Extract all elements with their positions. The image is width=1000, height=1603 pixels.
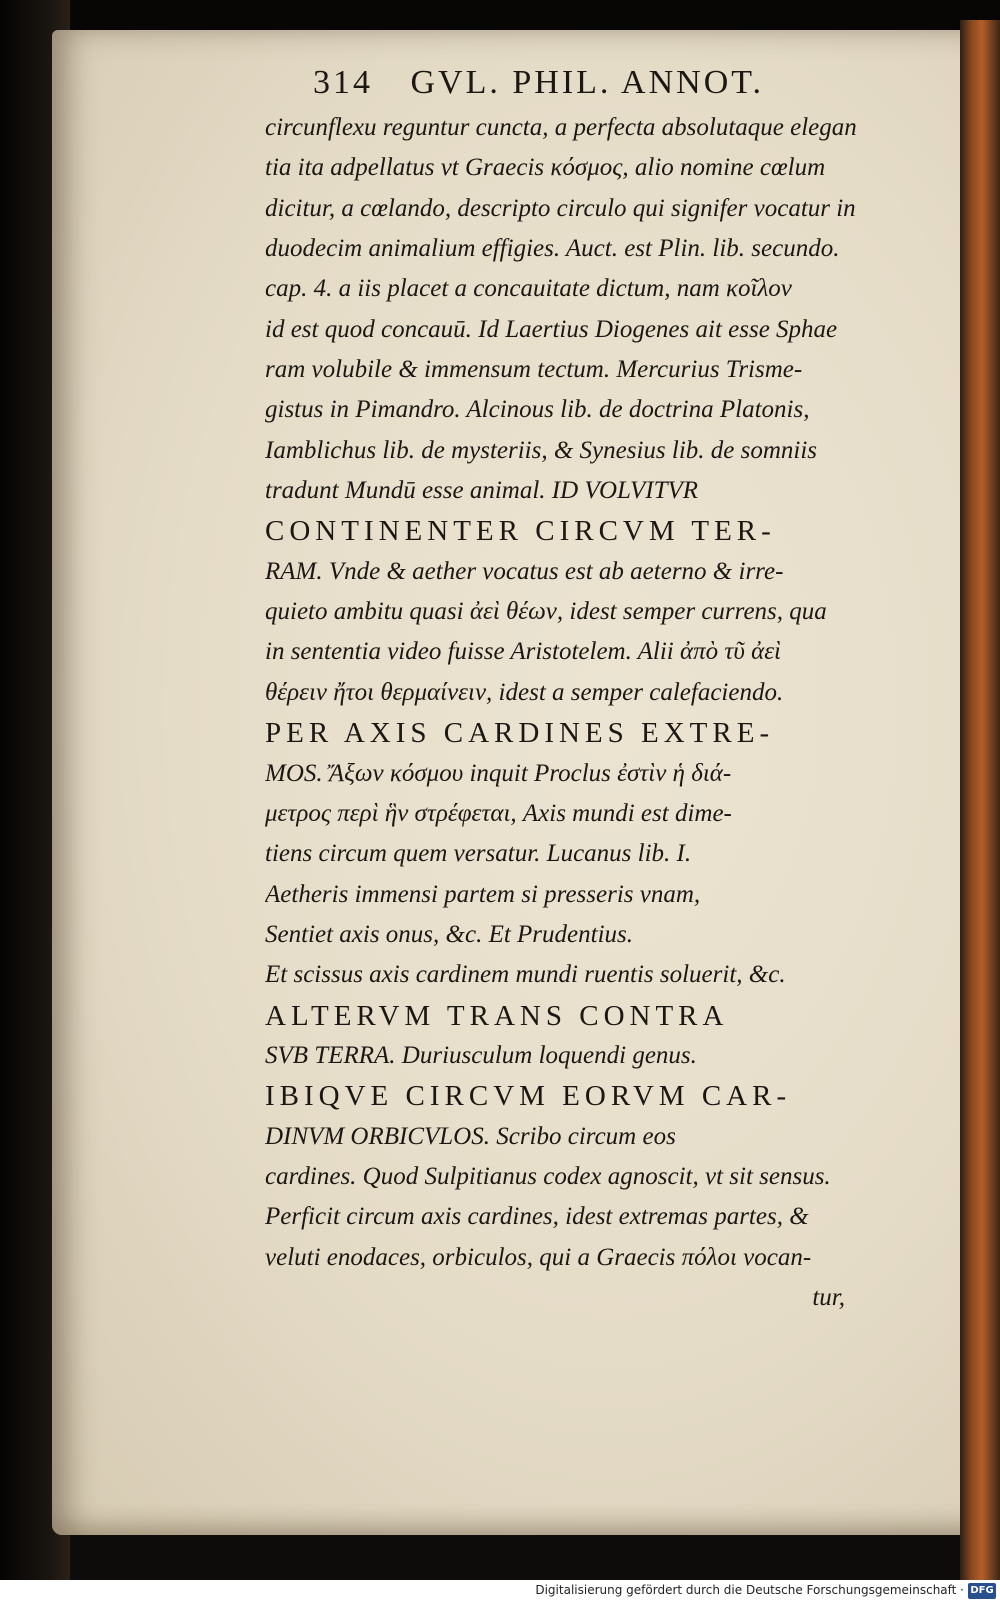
lemma-line: CONTINENTER CIRCVM TER- (265, 515, 776, 548)
text-line: MOS. Ἄξων κόσμου inquit Proclus ἐστὶν ἡ διά- (265, 759, 732, 787)
running-head (313, 58, 945, 108)
page-number: 314 (313, 64, 373, 101)
text-line: μετρος περὶ ἣν στρέφεται, Axis mundi est dime- (265, 799, 732, 827)
book-edge-strip (960, 20, 1000, 1580)
dfg-logo: DFG (968, 1583, 996, 1599)
text-line: id est quod concauū. Id Laertius Diogenes ait esse Sphae (265, 315, 838, 343)
scan-top-shadow (0, 0, 1000, 30)
text-line: tradunt Mundū esse animal. ID VOLVITVR (265, 477, 699, 505)
text-line: duodecim animalium effigies. Auct. est Plin. lib. secundo. (265, 235, 840, 263)
text-line: Perficit circum axis cardines, idest extremas partes, & (265, 1203, 809, 1231)
text-line: tiens circum quem versatur. Lucanus lib. I. (265, 840, 692, 868)
footer-credit: Digitalisierung gefördert durch die Deutsche Forschungsgemeinschaft · (535, 1583, 964, 1597)
running-head-title: GVL. PHIL. ANNOT. (410, 64, 765, 101)
text-line: DINVM ORBICVLOS. Scribo circum eos (265, 1122, 676, 1150)
text-line: cardines. Quod Sulpitianus codex agnoscit, vt sit sensus. (265, 1162, 831, 1190)
text-line: cap. 4. a iis placet a concauitate dictum, nam κοῖλον (265, 275, 792, 303)
text-line: Iamblichus lib. de mysteriis, & Synesius lib. de somniis (265, 436, 818, 464)
catchword: tur, (812, 1283, 845, 1311)
text-line: circunflexu reguntur cuncta, a perfecta absolutaque elegan (265, 114, 857, 141)
verse-line: Sentiet axis onus, &c. Et Prudentius. (265, 920, 634, 948)
text-line: tia ita adpellatus vt Graecis κόσμος, alio nomine cœlum (265, 154, 826, 182)
lemma-line: PER AXIS CARDINES EXTRE- (265, 717, 775, 750)
text-line: quieto ambitu quasi ἀεὶ θέων, idest semper currens, qua (265, 598, 827, 626)
text-line: dicitur, a cœlando, descripto circulo qui signifer vocatur in (265, 194, 856, 222)
text-line: gistus in Pimandro. Alcinous lib. de doctrina Platonis, (265, 396, 810, 424)
text-line: veluti enodaces, orbiculos, qui a Graecis πόλοι vocan- (265, 1243, 812, 1271)
text-line: ram volubile & immensum tectum. Mercurius Trisme- (265, 356, 803, 384)
digitization-footer (0, 1580, 1000, 1603)
text-line: SVB TERRA. Duriusculum loquendi genus. (265, 1041, 697, 1069)
lemma-line: ALTERVM TRANS CONTRA (265, 999, 729, 1032)
text-line: θέρειν ἤτοι θερμαίνειν, idest a semper calefaciendo. (265, 678, 784, 706)
text-line: RAM. Vnde & aether vocatus est ab aeterno & irre- (265, 557, 784, 585)
verse-line: Aetheris immensi partem si presseris vnam, (265, 880, 701, 908)
text-line: in sententia video fuisse Aristotelem. Alii ἀπὸ τῦ ἀεὶ (265, 638, 781, 666)
verse-line: Et scissus axis cardinem mundi ruentis soluerit, &c. (265, 961, 786, 989)
lemma-line: IBIQVE CIRCVM EORVM CAR- (265, 1080, 792, 1113)
page-text (265, 58, 945, 1318)
